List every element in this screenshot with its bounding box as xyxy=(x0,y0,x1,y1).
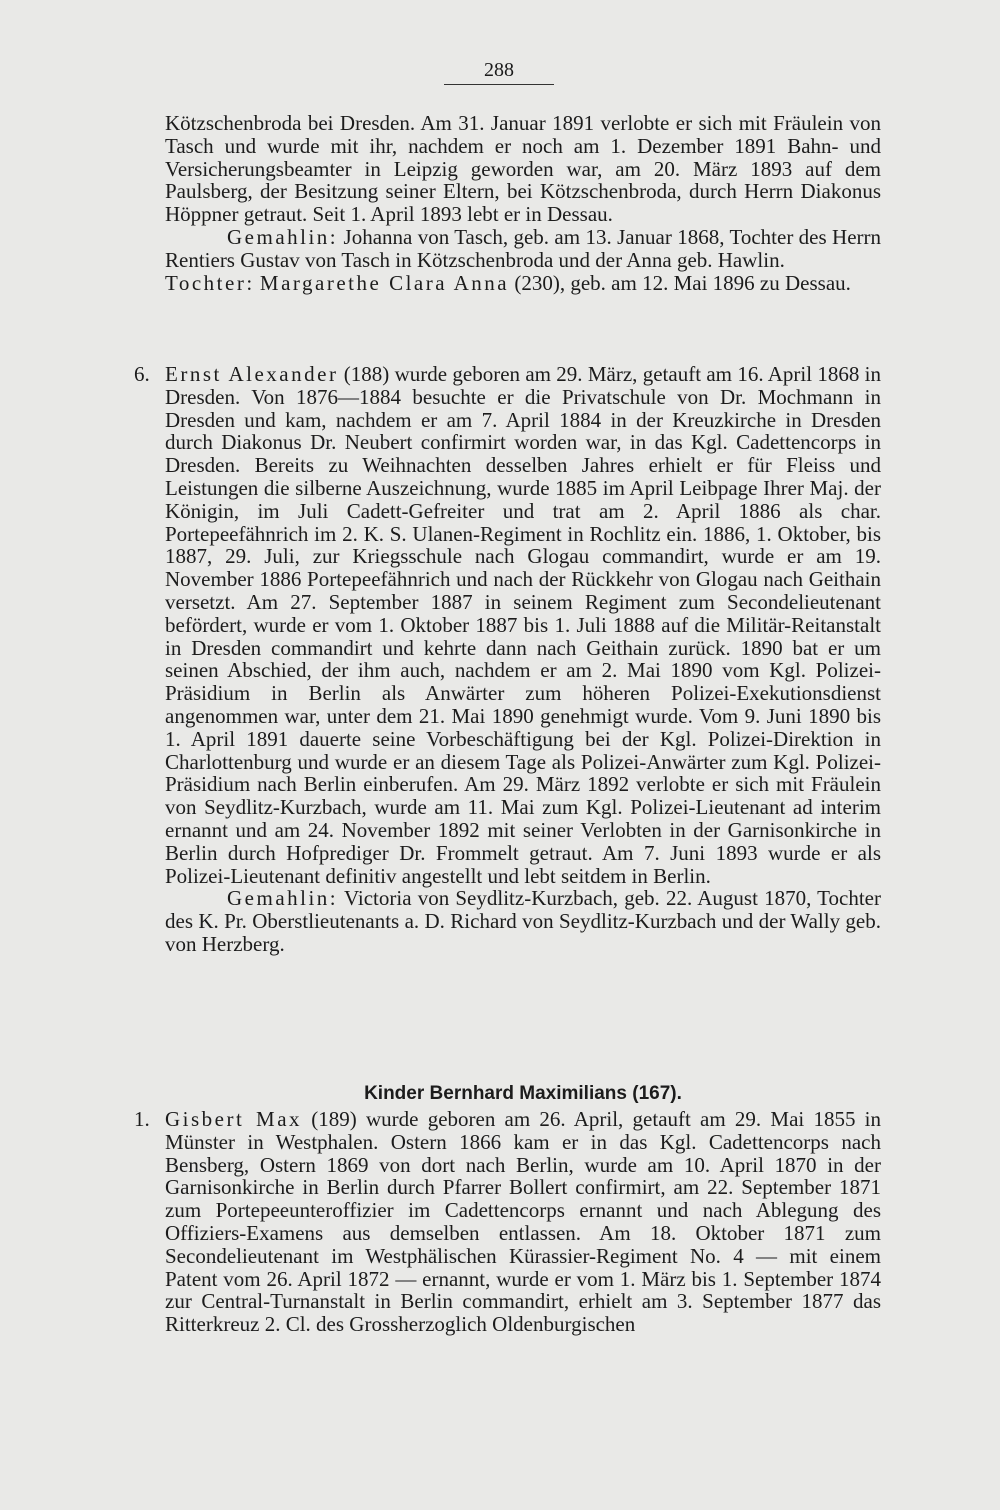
daughter-name: Margarethe Clara Anna xyxy=(259,270,510,295)
wife-label: Gemahlin: xyxy=(227,224,339,249)
entry-1-paragraph xyxy=(134,1107,882,1337)
page-number-rule xyxy=(444,84,554,85)
daughter-text: (230), geb. am 12. Mai 1896 zu Dessau. xyxy=(514,270,851,295)
entry-6-number: 6. xyxy=(134,362,150,386)
entry-6-wife-text: Victoria von Seydlitz-Kurzbach, geb. 22. August 1870, Tochter des K. Pr. Oberstlieutenants a. D. Richard von Seydlitz-Kurzbach und der Wally geb. von Herzberg. xyxy=(165,886,881,956)
section-heading: Kinder Bernhard Maximilians (167). xyxy=(364,1083,682,1104)
entry-6-text: (188) wurde geboren am 29. März, getauft am 16. April 1868 in Dresden. Von 1876—1884 besuchte er die Privatschule von Dr. Mochmann in Dresden und kam, nachdem er am 7. April 1884 in der Kreuzkirche in Dresden durch Diakonus Dr. Neubert confirmirt worden war, in das Kgl. Cadettencorps in Dresden. Bereits zu Weihnachten desselben Jahres erhielt er für Fleiss und Leistungen die silberne Auszeichnung, wurde 1885 im April Leibpage Ihrer Maj. der Königin, im Juli Cadett-Gefreiter und trat am 2. April 1886 als char. Portepeefähnrich im 2. K. S. Ulanen-Regiment in Rochlitz ein. 1886, 1. Oktober, bis 1887, 29. Juli, zur Kriegsschule nach Glogau commandirt, wurde er am 19. November 1886 Portepeefähnrich und nach der Rückkehr von Glogau nach Geithain versetzt. Am 27. September 1887 in seinem Regiment zum Secondelieutenant befördert, wurde er vom 1. Oktober 1887 bis 1. Juli 1888 auf die Militär-Reitanstalt in Dresden commandirt und kehrte dann nach Geithain zurück. 1890 bat er um seinen Abschied, der ihm auch, nachdem er am 2. Mai 1890 vom Kgl. Polizei-Präsidium in Berlin als Anwärter zum höheren Polizei-Exekutionsdienst angenommen war, unter dem 21. Mai 1890 genehmigt wurde. Vom 9. Juni 1890 bis 1. April 1891 dauerte seine Vorbeschäftigung bei der Kgl. Polizei-Direktion in Charlottenburg und wurde er an diesem Tage als Polizei-Anwärter zum Kgl. Polizei-Präsidium nach Berlin einberufen. Am 29. März 1892 verlobte er sich mit Fräulein von Seydlitz-Kurzbach, wurde am 11. Mai zum Kgl. Polizei-Lieutenant ad interim ernannt und am 24. November 1892 mit seiner Verlobten in der Garnisonkirche in Berlin durch Hofprediger Dr. Frommelt getraut. Am 7. Juni 1893 wurde er als Polizei-Lieutenant definitiv angestellt und lebt seitdem in Berlin. xyxy=(165,362,882,888)
page-number: 288 xyxy=(484,59,514,81)
section-continuation xyxy=(165,112,881,294)
paragraph-wife xyxy=(165,226,881,272)
entry-1-text: (189) wurde geboren am 26. April, getauft am 29. Mai 1855 in Münster in Westphalen. Ostern 1866 kam er in das Kgl. Cadettencorps nach Bensberg, Ostern 1869 von dort nach Berlin, wurde am 10. April 1870 in der Garnisonkirche in Berlin durch Pfarrer Bollert confirmirt, am 22. September 1871 zum Portepeeunteroffizier im Cadettencorps ernannt und nach Ablegung des Offiziers-Examens aus demselben entlassen. Am 18. Oktober 1871 zum Secondelieutenant im Westphälischen Kürassier-Regiment No. 4 — mit einem Patent vom 26. April 1872 — ernannt, wurde er vom 1. März bis 1. September 1874 zur Central-Turnanstalt in Berlin commandirt, erhielt am 3. September 1877 das Ritterkreuz 2. Cl. des Grossherzoglich Oldenburgischen xyxy=(165,1107,882,1337)
entry-1-name: Gisbert Max xyxy=(165,1107,303,1131)
paragraph-daughter xyxy=(165,272,881,295)
entry-6-name: Ernst Alexander xyxy=(165,362,339,386)
entry-6 xyxy=(134,362,882,956)
wife-text: Johanna von Tasch, geb. am 13. Januar 1868, Tochter des Herrn Rentiers Gustav von Tasch in Kötzschenbroda und der Anna geb. Hawlin. xyxy=(165,224,882,272)
entry-1 xyxy=(134,1107,882,1337)
entry-6-wife-paragraph xyxy=(165,887,881,955)
entry-1-number: 1. xyxy=(134,1107,150,1131)
paragraph-marriage: Kötzschenbroda bei Dresden. Am 31. Januar 1891 verlobte er sich mit Fräulein von Tasch und wurde mit ihr, nachdem er noch am 1. Dezember 1891 Bahn- und Versicherungsbeamter in Leipzig geworden war, am 20. März 1893 auf dem Paulsberg, der Besitzung seiner Eltern, bei Kötzschenbroda, durch Herrn Diakonus Höppner getraut. Seit 1. April 1893 lebt er in Dessau. xyxy=(165,111,881,227)
entry-6-wife-label: Gemahlin: xyxy=(227,886,339,911)
entry-6-paragraph xyxy=(134,362,882,888)
daughter-label: Tochter: xyxy=(165,270,255,295)
